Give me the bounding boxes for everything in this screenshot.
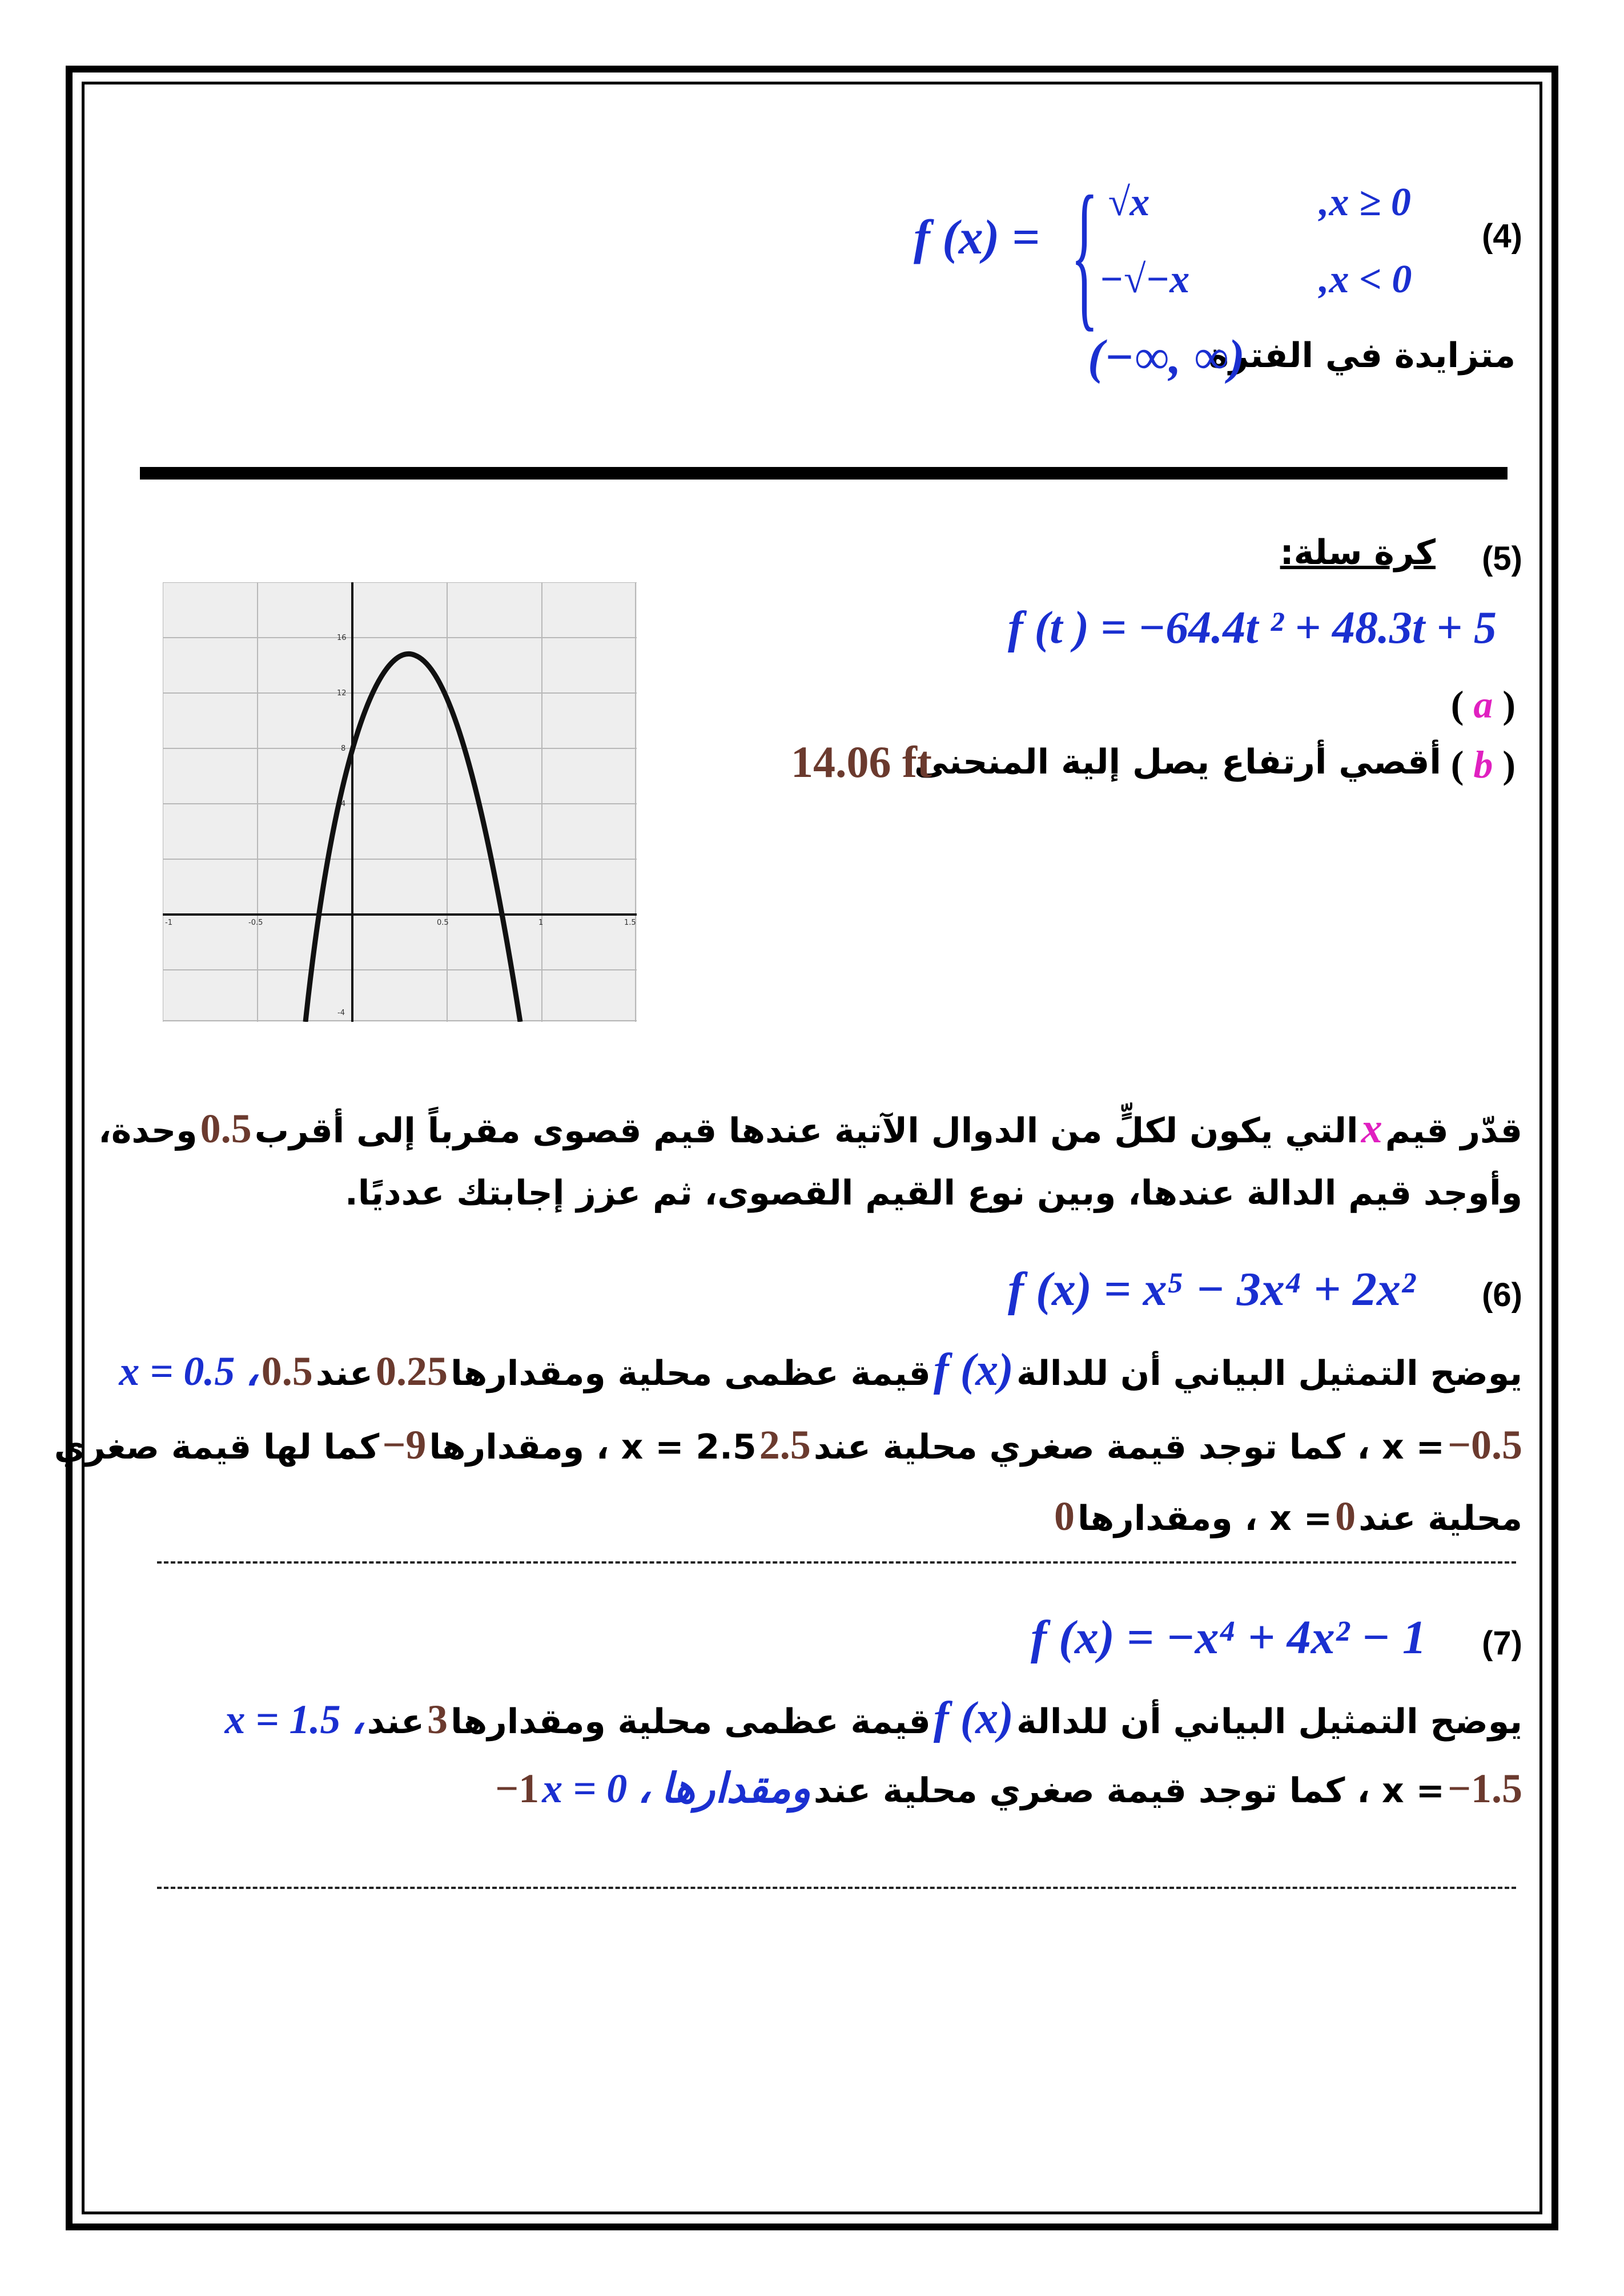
x-tick-neg0.5: -0.5 (248, 919, 263, 927)
q4-case1-expr: √x (1108, 180, 1150, 224)
instruction-line-2: وأوجد قيم الدالة عندها، وبين نوع القيم القصوى، ثم عزز إجابتك عدديًا. (345, 1173, 1522, 1213)
x-tick-0.5: 0.5 (437, 919, 449, 927)
q5-part-b-label: ( b ) (1450, 743, 1516, 786)
q5-part-b-text: أقصي أرتفاع يصل إلية المنحنى (914, 742, 1441, 782)
y-tick-4: 4 (341, 800, 346, 808)
q5-number: (5) (1482, 540, 1522, 577)
q4-case1-cond: ,x ≥ 0 (1319, 180, 1411, 224)
y-tick-8: 8 (341, 744, 346, 753)
instruction-line-1: قدّر قيم x التي يكون لكلٍّ من الدوال الآتية عندها قيم قصوى مقرباً إلى أقرب 0.5 وحدة، (98, 1105, 1522, 1152)
x-tick-1.5: 1.5 (624, 919, 636, 927)
q6-formula: f (x) = x⁵ − 3x⁴ + 2x² (1008, 1263, 1416, 1316)
dashed-separator-2 (157, 1887, 1516, 1889)
q4-text: متزايدة في الفترة (1208, 336, 1516, 376)
q6-line-3: محلية عند 0 = x ، ومقدارها 0 (1054, 1493, 1522, 1539)
q4-brace: { (1071, 162, 1099, 345)
q5-part-a: ( a ) (1450, 683, 1516, 726)
q7-formula: f (x) = −x⁴ + 4x² − 1 (1031, 1611, 1426, 1664)
section-divider (140, 467, 1508, 480)
q4-function-lhs: f (x) = (914, 210, 1040, 264)
q5-title: كرة سلة: (1280, 533, 1436, 573)
x-tick-1: 1 (538, 919, 544, 927)
q6-line-1: يوضح التمثيل البياني أن للدالة f (x) قيمة عظمى محلية ومقدارها 0.25 عند 0.5 x = 0.5 ، (119, 1345, 1522, 1395)
q4-number: (4) (1482, 217, 1522, 255)
parabola-graph (163, 582, 637, 1022)
q4-case2-expr: −√−x (1099, 257, 1190, 301)
graph-background (163, 582, 637, 1022)
y-tick-neg4: -4 (337, 1009, 345, 1017)
q4-case2-cond: ,x < 0 (1319, 257, 1412, 301)
dashed-separator-1 (157, 1561, 1516, 1564)
q7-number: (7) (1482, 1625, 1522, 1662)
y-tick-12: 12 (337, 689, 347, 698)
q7-line-1: يوضح التمثيل البياني أن للدالة f (x) قيمة عظمى محلية ومقدارها 3 عند x = 1.5 ، (224, 1693, 1522, 1743)
q6-line-2: −0.5 = x ، كما توجد قيمة صغري محلية عند 2.5 x = 2.5 ، ومقدارها −9 كما لها قيمة صغري (54, 1422, 1522, 1468)
q7-line-2: −1.5 = x ، كما توجد قيمة صغري محلية عند x = 0 ، ومقدارها −1 (495, 1766, 1522, 1811)
q6-number: (6) (1482, 1276, 1522, 1314)
y-tick-16: 16 (337, 634, 347, 642)
q5-part-b-answer: 14.06 ft (791, 737, 932, 787)
q4-interval: (−∞, ∞) (1088, 329, 1245, 384)
x-tick-neg1: -1 (165, 919, 172, 927)
q5-formula: f (t ) = −64.4t ² + 48.3t + 5 (1008, 603, 1497, 653)
